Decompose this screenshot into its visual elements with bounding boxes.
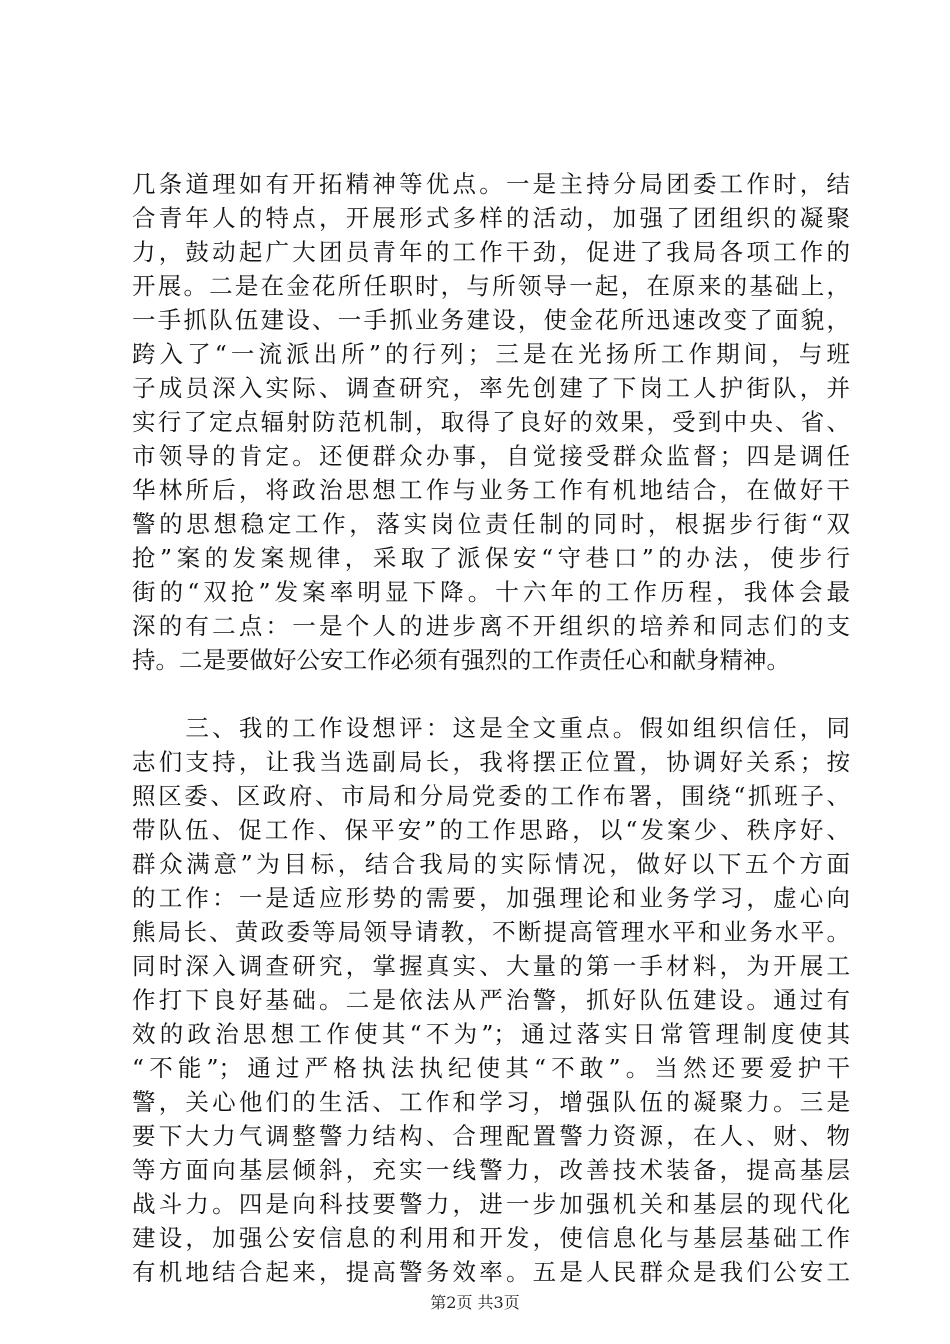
text-line: 警，关心他们的生活、工作和学习，增强队伍的凝聚力。三是 bbox=[132, 1088, 850, 1116]
text-line: 深的有二点：一是个人的进步离不开组织的培养和同志们的支 bbox=[132, 612, 850, 640]
text-line: 作打下良好基础。二是依法从严治警，抓好队伍建设。通过有 bbox=[132, 986, 850, 1014]
text-line: 跨入了“一流派出所”的行列；三是在光扬所工作期间，与班 bbox=[132, 340, 850, 368]
text-line: 街的“双抢”发案率明显下降。十六年的工作历程，我体会最 bbox=[132, 578, 850, 606]
text-line: 抢”案的发案规律，采取了派保安“守巷口”的办法，使步行 bbox=[132, 544, 850, 572]
page-number-footer: 第2页 共3页 bbox=[430, 1293, 520, 1312]
text-line: 几条道理如有开拓精神等优点。一是主持分局团委工作时，结 bbox=[132, 170, 850, 198]
text-line: 子成员深入实际、调查研究，率先创建了下岗工人护街队，并 bbox=[132, 374, 850, 402]
text-line: 要下大力气调整警力结构、合理配置警力资源，在人、财、物 bbox=[132, 1122, 850, 1150]
text-line: 力，鼓动起广大团员青年的工作干劲，促进了我局各项工作的 bbox=[132, 238, 850, 266]
text-line: 实行了定点辐射防范机制，取得了良好的效果，受到中央、省、 bbox=[132, 408, 850, 436]
text-line: 三、我的工作设想评：这是全文重点。假如组织信任，同 bbox=[132, 714, 850, 742]
text-line: 持。二是要做好公安工作必须有强烈的工作责任心和献身精神。 bbox=[132, 646, 790, 674]
text-line: 战斗力。四是向科技要警力，进一步加强机关和基层的现代化 bbox=[132, 1190, 850, 1218]
text-line: 市领导的肯定。还便群众办事，自觉接受群众监督；四是调任 bbox=[132, 442, 850, 470]
text-line: 合青年人的特点，开展形式多样的活动，加强了团组织的凝聚 bbox=[132, 204, 850, 232]
text-line: 等方面向基层倾斜，充实一线警力，改善技术装备，提高基层 bbox=[132, 1156, 850, 1184]
text-line: 效的政治思想工作使其“不为”；通过落实日常管理制度使其 bbox=[132, 1020, 850, 1048]
text-line: 华林所后，将政治思想工作与业务工作有机地结合，在做好干 bbox=[132, 476, 850, 504]
text-line: 照区委、区政府、市局和分局党委的工作布署，围绕“抓班子、 bbox=[132, 782, 850, 810]
text-line: 同时深入调查研究，掌握真实、大量的第一手材料，为开展工 bbox=[132, 952, 850, 980]
text-line: 建设，加强公安信息的利用和开发，使信息化与基层基础工作 bbox=[132, 1224, 850, 1252]
text-line: 警的思想稳定工作，落实岗位责任制的同时，根据步行街“双 bbox=[132, 510, 850, 538]
text-line: 一手抓队伍建设、一手抓业务建设，使金花所迅速改变了面貌， bbox=[132, 306, 850, 334]
text-line: 的工作：一是适应形势的需要，加强理论和业务学习，虚心向 bbox=[132, 884, 850, 912]
text-line: 志们支持，让我当选副局长，我将摆正位置，协调好关系；按 bbox=[132, 748, 850, 776]
text-line: 有机地结合起来，提高警务效率。五是人民群众是我们公安工 bbox=[132, 1258, 850, 1286]
text-line: “不能”；通过严格执法执纪使其“不敢”。当然还要爱护干 bbox=[132, 1054, 850, 1082]
text-line: 熊局长、黄政委等局领导请教，不断提高管理水平和业务水平。 bbox=[132, 918, 850, 946]
text-line: 带队伍、促工作、保平安”的工作思路，以“发案少、秩序好、 bbox=[132, 816, 850, 844]
text-line: 开展。二是在金花所任职时，与所领导一起，在原来的基础上， bbox=[132, 272, 850, 300]
text-line: 群众满意”为目标，结合我局的实际情况，做好以下五个方面 bbox=[132, 850, 850, 878]
